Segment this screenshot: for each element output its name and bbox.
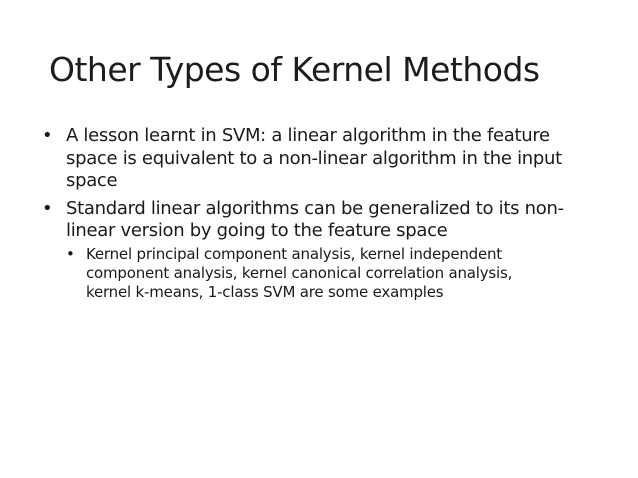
bullet-text: Standard linear algorithms can be generalized to its non-linear version by going to the feature space: [66, 197, 564, 241]
bullet-item: [42, 125, 602, 193]
sub-bullet-list: [66, 245, 602, 302]
sub-bullet-marker: •: [66, 244, 75, 263]
bullet-text: A lesson learnt in SVM: a linear algorithm in the feature space is equivalent to a non-linear algorithm in the input space: [66, 125, 562, 191]
slide-title: Other Types of Kernel Methods: [49, 50, 540, 89]
bullet-item: [42, 198, 602, 302]
sub-bullet-item: [66, 245, 546, 302]
bullet-marker: •: [42, 125, 53, 146]
bullet-list: [42, 125, 602, 307]
sub-bullet-text: Kernel principal component analysis, kernel independent component analysis, kernel canonical correlation analysis, kernel k-means, 1-class SVM are some examples: [86, 244, 513, 301]
bullet-marker: •: [42, 197, 53, 219]
